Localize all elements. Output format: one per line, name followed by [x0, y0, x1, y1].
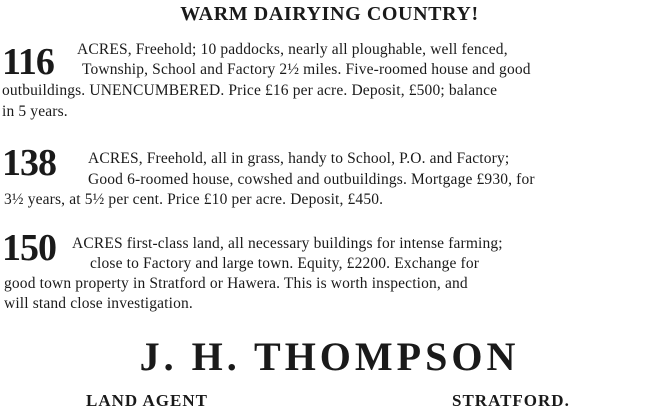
listing-150 [2, 228, 654, 318]
listing-text-line: close to Factory and large town. Equity, £2200. Exchange for [90, 255, 480, 272]
listing-116 [2, 38, 654, 124]
acreage-number: 138 [2, 142, 56, 184]
listing-text-line: in 5 years. [2, 103, 68, 120]
agent-role: LAND AGENT [86, 391, 208, 410]
acreage-number: 150 [2, 227, 56, 269]
listing-text-line: 3½ years, at 5½ per cent. Price £10 per acre. Deposit, £450. [4, 191, 384, 208]
listing-text-line: Good 6-roomed house, cowshed and outbuildings. Mortgage £930, for [88, 171, 535, 188]
headline: WARM DAIRYING COUNTRY! [180, 3, 479, 25]
listing-text-line: ACRES first-class land, all necessary buildings for intense farming; [72, 235, 503, 252]
agent-town: STRATFORD. [452, 391, 570, 410]
listing-text-line: ACRES, Freehold, all in grass, handy to School, P.O. and Factory; [88, 150, 510, 167]
listing-text-line: Township, School and Factory 2½ miles. Five-roomed house and good [82, 61, 531, 78]
acreage-number: 116 [2, 41, 54, 83]
listing-text-line: outbuildings. UNENCUMBERED. Price £16 per acre. Deposit, £500; balance [2, 82, 498, 99]
agent-name: J. H. THOMPSON [139, 334, 520, 379]
listing-text-line: will stand close investigation. [4, 295, 193, 312]
listing-text-line: ACRES, Freehold; 10 paddocks, nearly all ploughable, well fenced, [77, 41, 508, 58]
listing-text-line: good town property in Stratford or Hawera. This is worth inspection, and [4, 275, 468, 292]
listing-138 [2, 143, 654, 213]
